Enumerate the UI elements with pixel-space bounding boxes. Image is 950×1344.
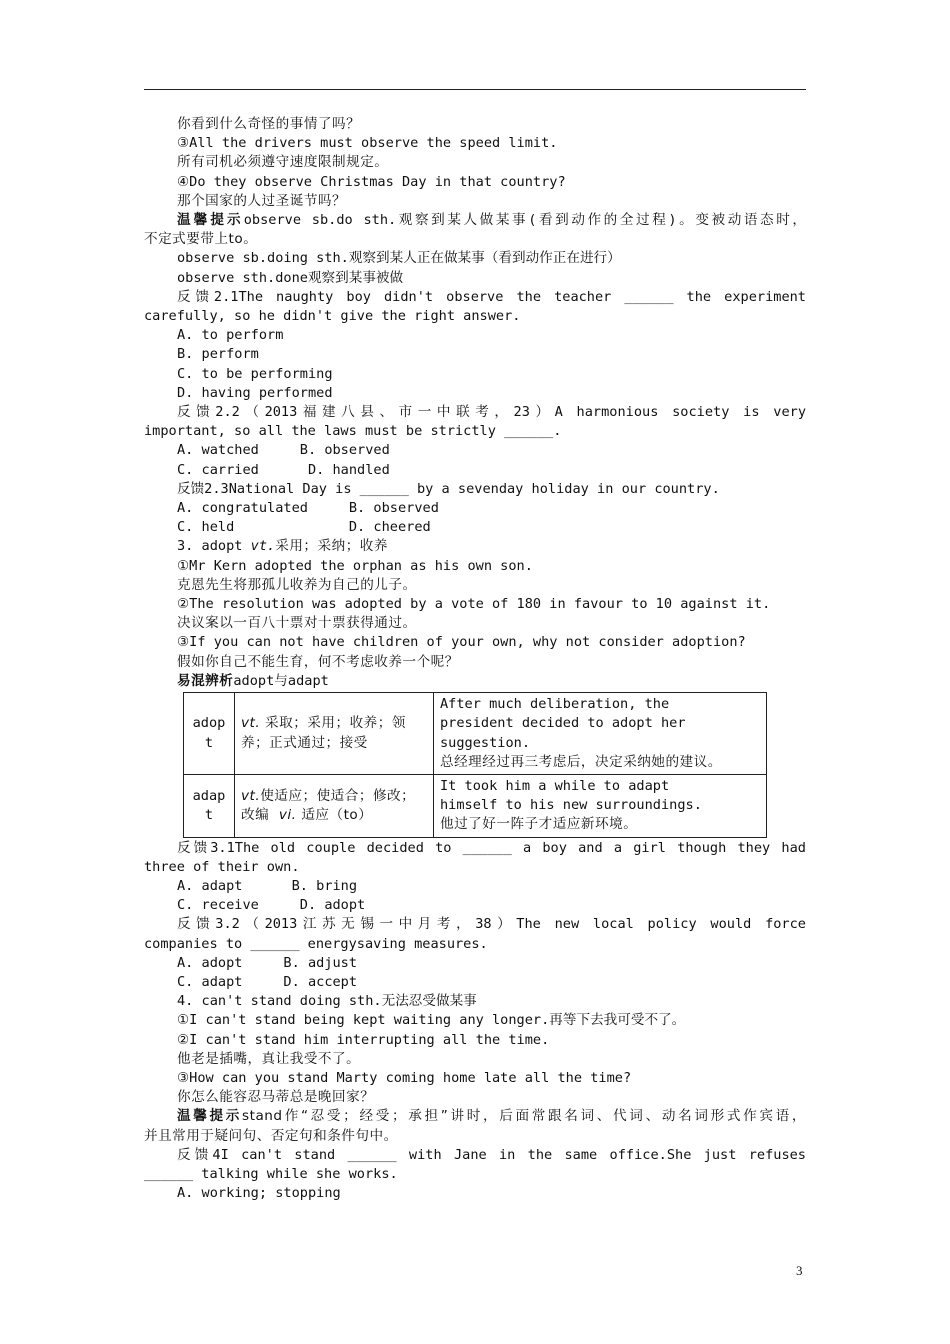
option: A. watched B. observed bbox=[177, 442, 390, 459]
option: C. to be performing bbox=[177, 365, 333, 382]
question-stem-cont: important, so all the laws must be strictly ______. bbox=[144, 423, 562, 440]
text-line: observe sth.done观察到某事被做 bbox=[177, 269, 404, 286]
question-stem: 反馈2.1The naughty boy didn't observe the teacher ______ the experiment bbox=[177, 288, 806, 305]
option: A. adapt B. bring bbox=[177, 877, 358, 894]
question-stem-cont: carefully, so he didn't give the right answer. bbox=[144, 308, 521, 325]
page-body bbox=[144, 115, 806, 1203]
option: D. having performed bbox=[177, 384, 333, 401]
table-example-line: himself to his new surroundings. bbox=[440, 797, 702, 814]
tip-line bbox=[144, 211, 806, 230]
vocab-heading: 4. can't stand doing sth.无法忍受做某事 bbox=[177, 993, 477, 1010]
confuse-line bbox=[144, 672, 806, 691]
table-word: adapt bbox=[192, 787, 226, 823]
text-line: observe sb.doing sth.观察到某人正在做某事（看到动作正在进行） bbox=[177, 250, 621, 267]
example-line: ③How can you stand Marty coming home late all the time? bbox=[177, 1069, 632, 1086]
table-pos: vi. bbox=[278, 806, 297, 823]
tip-text: stand作“忍受；经受；承担”讲时，后面常跟名词、代词、动名词形式作宾语， bbox=[242, 1108, 806, 1125]
vocab-word: 3. adopt bbox=[177, 538, 251, 555]
table-example-line: After much deliberation, the bbox=[440, 696, 670, 713]
table-pos: vt. bbox=[241, 787, 261, 804]
table-row bbox=[184, 693, 767, 775]
option: A. working; stopping bbox=[177, 1185, 341, 1202]
tip-label: 温馨提示 bbox=[177, 212, 244, 229]
question-stem: 反馈4I can't stand ______ with Jane in the same office.She just refuses bbox=[177, 1146, 806, 1163]
example-line: 克恩先生将那孤儿收养为自己的儿子。 bbox=[177, 576, 417, 593]
comparison-table bbox=[183, 692, 767, 837]
table-example-cell bbox=[434, 774, 767, 837]
example-line: 决议案以一百八十票对十票获得通过。 bbox=[177, 615, 417, 632]
option: C. carried D. handled bbox=[177, 461, 390, 478]
vocab-pos: vt. bbox=[250, 538, 276, 555]
table-meaning-cell bbox=[235, 693, 434, 775]
option: C. held D. cheered bbox=[177, 519, 431, 536]
table-example-line: president decided to adopt her bbox=[440, 715, 686, 732]
option: A. adopt B. adjust bbox=[177, 954, 358, 971]
example-line: ②The resolution was adopted by a vote of 180 in favour to 10 against it. bbox=[177, 596, 771, 613]
table-word-cell bbox=[184, 693, 235, 775]
question-stem-cont: companies to ______ energysaving measures. bbox=[144, 935, 488, 952]
text-line: 所有司机必须遵守速度限制规定。 bbox=[177, 154, 389, 171]
question-stem: 反馈2.2（2013福建八县、市一中联考，23）A harmonious society is very bbox=[177, 404, 806, 421]
table-word: adopt bbox=[192, 715, 226, 751]
tip-text: observe sb.do sth.观察到某人做某事(看到动作的全过程)。变被动语态时， bbox=[243, 212, 807, 229]
text-line: 那个国家的人过圣诞节吗？ bbox=[177, 192, 347, 209]
table-example-line: suggestion. bbox=[440, 734, 531, 751]
example-line: 你怎么能容忍马蒂总是晚回家？ bbox=[177, 1089, 375, 1106]
option: C. receive D. adopt bbox=[177, 897, 366, 914]
table-example-line: It took him a while to adapt bbox=[440, 777, 670, 794]
question-stem-cont: three of their own. bbox=[144, 858, 300, 875]
text-line: 你看到什么奇怪的事情了吗？ bbox=[177, 116, 361, 132]
page-number: 3 bbox=[796, 1263, 803, 1278]
text-line: ④Do they observe Christmas Day in that country? bbox=[177, 173, 566, 190]
example-line: 假如你自己不能生育，何不考虑收养一个呢？ bbox=[177, 653, 459, 670]
table-meaning: 适应（to） bbox=[296, 806, 373, 823]
vocab-meaning: 采用；采纳；收养 bbox=[275, 538, 388, 555]
tip-line bbox=[144, 1107, 806, 1126]
question-stem: 反馈3.1The old couple decided to ______ a boy and a girl though they had bbox=[177, 839, 806, 856]
example-line: ③If you can not have children of your own, why not consider adoption? bbox=[177, 634, 746, 651]
example-line: 他老是插嘴，真让我受不了。 bbox=[177, 1050, 361, 1067]
question-stem: 反馈2.3National Day is ______ by a sevenday holiday in our country. bbox=[177, 480, 720, 497]
option: C. adapt D. accept bbox=[177, 973, 358, 990]
option: A. congratulated B. observed bbox=[177, 500, 439, 517]
header-rule bbox=[144, 89, 806, 90]
table-row bbox=[184, 774, 767, 837]
table-example-line: 他过了好一阵子才适应新环境。 bbox=[440, 816, 638, 833]
tip-continuation: 不定式要带上to。 bbox=[144, 231, 258, 248]
tip-continuation: 并且常用于疑问句、否定句和条件句中。 bbox=[144, 1127, 398, 1144]
table-meaning: 采取；采用；收养；领养；正式通过；接受 bbox=[241, 715, 406, 751]
table-meaning: 使适应；使适合；修改；改编 bbox=[241, 787, 416, 823]
example-line: ②I can't stand him interrupting all the time. bbox=[177, 1031, 550, 1048]
question-stem: 反馈3.2（2013江苏无锡一中月考，38）The new local policy would force bbox=[177, 916, 806, 933]
tip-label: 温馨提示 bbox=[177, 1108, 243, 1125]
option: A. to perform bbox=[177, 327, 284, 344]
example-line: ①I can't stand being kept waiting any longer.再等下去我可受不了。 bbox=[177, 1012, 686, 1029]
table-example-cell bbox=[434, 693, 767, 775]
table-pos: vt. bbox=[241, 715, 261, 732]
table-example-line: 总经理经过再三考虑后，决定采纳她的建议。 bbox=[440, 753, 722, 770]
confuse-text: adopt与adapt bbox=[233, 672, 329, 689]
table-word-cell bbox=[184, 774, 235, 837]
text-line: ③All the drivers must observe the speed limit. bbox=[177, 135, 558, 152]
table-meaning-cell bbox=[235, 774, 434, 837]
vocab-heading bbox=[144, 537, 806, 556]
question-stem-cont: ______ talking while she works. bbox=[144, 1165, 398, 1182]
confuse-label: 易混辨析 bbox=[177, 672, 234, 689]
example-line: ①Mr Kern adopted the orphan as his own son. bbox=[177, 557, 533, 574]
option: B. perform bbox=[177, 346, 259, 363]
